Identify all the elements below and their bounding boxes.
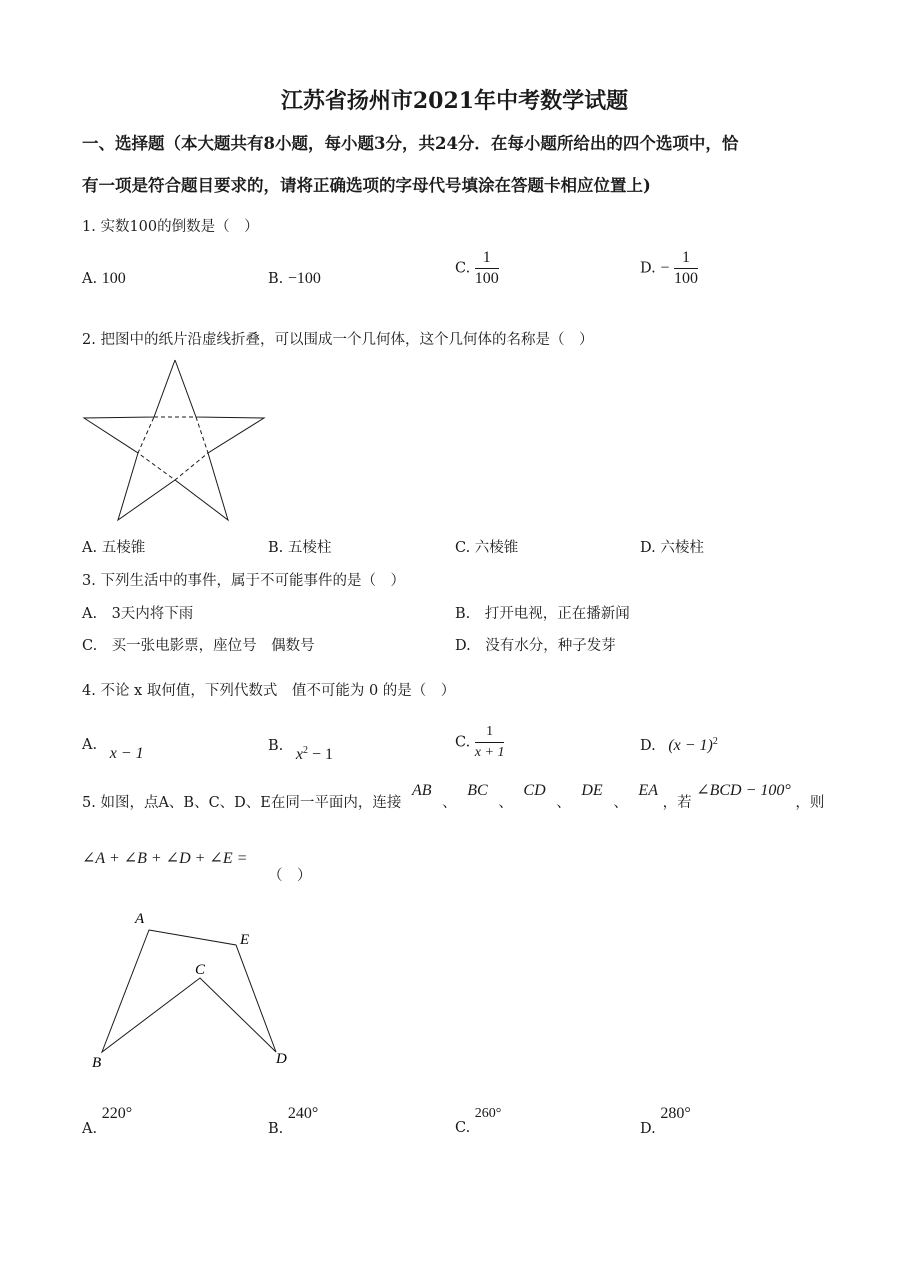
q5-option-b-value: 240° [287,1105,319,1122]
q1-option-c-denominator: 100 [474,270,499,287]
q4-option-d-label: D. [640,737,656,754]
q1-option-c-label: C. [455,260,471,277]
q5-separator-1: 、 [442,795,457,811]
q5-condition-suffix: ，则 [795,795,825,811]
q5-label-b: B [92,1055,102,1071]
q1-option-b-label: B. [268,271,284,287]
q5-segment-ea: EA [638,782,658,799]
q3-option-b[interactable]: B. 打开电视，正在播新闻 [455,606,630,622]
q2-option-a[interactable]: A. 五棱锥 [82,540,146,556]
q1-option-d-sign: − [660,259,670,277]
page-title: 江苏省扬州市2021年中考数学试题 [280,88,629,114]
q4-option-b-rest: − 1 [307,745,334,763]
q5-answer-paren: （ ） [268,868,312,884]
q5-label-d: D [276,1051,287,1067]
q1-option-c-numerator: 1 [475,248,499,269]
q1-option-c[interactable] [455,248,499,289]
q4-option-a-label: A. [82,737,98,753]
q5-option-d-label: D. [640,1121,656,1137]
q5-segment-cd: CD [523,782,546,799]
q5-segment-de: DE [581,782,603,799]
q5-option-a-label: A. [82,1121,98,1137]
q4-option-b-exponent: 2 [302,745,308,756]
q4-option-d-expr: (x − 1) [668,736,713,754]
q5-option-d-value: 280° [660,1105,691,1122]
q5-option-a-value: 220° [101,1105,133,1122]
q1-option-c-fraction [475,248,499,289]
q5-option-c-value: 260° [474,1106,502,1121]
q4-option-b-label: B. [268,737,284,754]
question-1-stem: 1. 实数100的倒数是（ ） [82,219,259,235]
q3-option-a[interactable]: A. 3天内将下雨 [82,606,194,622]
q5-separator-4: 、 [613,795,628,811]
q1-option-d-numerator: 1 [674,248,698,269]
q1-option-d-fraction [674,248,698,289]
pentagon-fold-lines [138,417,208,480]
q4-option-b[interactable] [268,736,334,763]
q1-option-b-value: −100 [287,270,321,287]
q5-figure [80,905,300,1075]
star-outline [84,360,264,520]
q4-option-a-expr: x − 1 [109,745,144,762]
q3-option-c[interactable]: C. 买一张电影票，座位号 偶数号 [82,638,315,654]
q5-label-a: A [135,911,145,927]
q1-option-d[interactable] [640,248,698,289]
q2-option-b[interactable]: B. 五棱柱 [268,540,332,556]
q1-option-a[interactable] [82,270,126,288]
q2-option-c[interactable]: C. 六棱锥 [455,540,519,556]
question-4-stem: 4. 不论 x 取何值，下列代数式 值不可能为 0 的是（ ） [82,683,456,699]
q4-option-c-denominator: x + 1 [474,745,505,760]
q1-option-b[interactable] [268,270,321,288]
q5-option-b[interactable] [268,1105,319,1137]
q5-label-e: E [240,932,250,948]
star-net-figure [80,355,270,525]
question-5-stem [82,782,825,812]
question-3-stem: 3. 下列生活中的事件，属于不可能事件的是（ ） [82,573,405,589]
q3-option-d[interactable]: D. 没有水分，种子发芽 [455,638,616,654]
q4-option-b-expr [296,747,333,763]
q1-option-a-value: 100 [101,270,126,287]
q5-condition-prefix: ，若 [662,795,692,811]
q1-option-d-denominator: 100 [673,270,698,287]
q5-segment-ab: AB [411,782,432,799]
q2-option-d[interactable]: D. 六棱柱 [640,540,704,556]
q4-option-c-label: C. [455,734,471,751]
q4-option-a[interactable] [82,736,144,762]
q4-option-d[interactable] [640,736,718,755]
q5-option-c[interactable] [455,1105,502,1136]
section-heading-line1: 一、选择题（本大题共有8小题，每小题3分，共24分．在每小题所给出的四个选项中，恰 [82,134,739,153]
q5-segment-bc: BC [467,782,488,799]
q1-option-a-label: A. [82,271,98,287]
q1-option-d-label: D. [640,260,656,277]
q4-option-b-base: x [295,745,303,763]
q5-expression: ∠A + ∠B + ∠D + ∠E = [82,850,248,867]
q5-pentagon [102,930,276,1052]
q5-option-c-label: C. [455,1120,471,1136]
section-heading-line2: 有一项是符合题目要求的，请将正确选项的字母代号填涂在答题卡相应位置上) [82,176,651,195]
q5-separator-3: 、 [556,795,571,811]
q5-stem-prefix: 5. 如图，点A、B、C、D、E在同一平面内，连接 [82,795,402,811]
q5-option-b-label: B. [268,1121,284,1137]
q4-option-c[interactable] [455,722,504,763]
q4-option-d-exponent: 2 [712,736,718,747]
q5-separator-2: 、 [498,795,513,811]
q5-option-a[interactable] [82,1105,133,1137]
q4-option-c-numerator: 1 [475,722,505,743]
q5-label-c: C [195,962,206,978]
q4-option-c-fraction [475,722,505,763]
q5-condition: ∠BCD − 100° [696,782,791,799]
q5-option-d[interactable] [640,1105,691,1137]
question-2-stem: 2. 把图中的纸片沿虚线折叠，可以围成一个几何体，这个几何体的名称是（ ） [82,332,594,348]
